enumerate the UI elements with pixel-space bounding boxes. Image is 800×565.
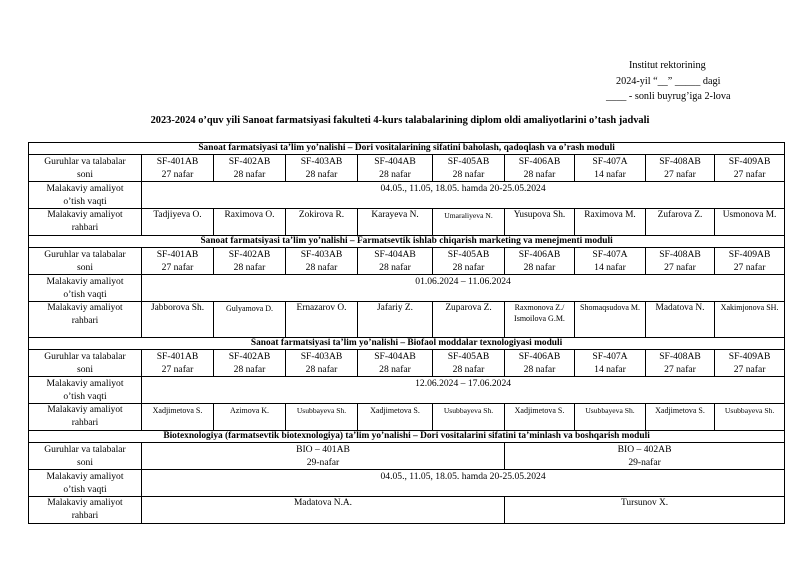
schedule-table: [28, 142, 785, 524]
period-cell: 04.05., 11.05, 18.05. hamda 20-25.05.2024: [142, 470, 785, 497]
period-cell: 01.06.2024 – 11.06.2024: [142, 275, 785, 302]
leader-cell: Usubbayeva Sh.: [575, 404, 646, 431]
document-title: 2023-2024 o’quv yili Sanoat farmatsiyasi fakulteti 4-kurs talabalarining diplom oldi amaliyotlarini o’tash jadvali: [150, 115, 650, 126]
group-cell: BIO – 402AB 29-nafar: [505, 443, 785, 470]
group-cell: SF-404AB 28 nafar: [358, 248, 433, 275]
leader-cell: Jabborova Sh.: [142, 302, 214, 338]
groups-label: Guruhlar va talabalar soni: [29, 350, 142, 377]
groups-label: Guruhlar va talabalar soni: [29, 155, 142, 182]
group-cell: SF-409AB 27 nafar: [715, 155, 785, 182]
module-header: Sanoat farmatsiyasi ta’lim yo’nalishi – Farmatsevtik ishlab chiqarish marketing va menejmenti moduli: [29, 236, 785, 248]
group-cell: SF-408AB 27 nafar: [646, 248, 715, 275]
group-cell: SF-405AB 28 nafar: [433, 350, 505, 377]
group-cell: SF-408AB 27 nafar: [646, 350, 715, 377]
leader-cell: Gulyamova D.: [214, 302, 286, 338]
group-cell: SF-403AB 28 nafar: [286, 350, 358, 377]
group-cell: SF-401AB 27 nafar: [142, 155, 214, 182]
group-cell: SF-406AB 28 nafar: [505, 350, 575, 377]
group-cell: SF-403AB 28 nafar: [286, 155, 358, 182]
group-cell: SF-407A 14 nafar: [575, 155, 646, 182]
group-cell: SF-407A 14 nafar: [575, 350, 646, 377]
group-cell: SF-409AB 27 nafar: [715, 350, 785, 377]
group-cell: SF-401AB 27 nafar: [142, 248, 214, 275]
period-cell: 04.05., 11.05, 18.05. hamda 20-25.05.2024: [142, 182, 785, 209]
group-cell: SF-405AB 28 nafar: [433, 248, 505, 275]
leader-cell: Madatova N.A.: [142, 497, 505, 524]
leader-cell: Usmonova M.: [715, 209, 785, 236]
leader-cell: Raxmonova Z./ Ismoilova G.M.: [505, 302, 575, 338]
group-cell: SF-404AB 28 nafar: [358, 155, 433, 182]
leader-cell: Xadjimetova S.: [646, 404, 715, 431]
leader-cell: Tadjiyeva O.: [142, 209, 214, 236]
leader-cell: Madatova N.: [646, 302, 715, 338]
approval-line-3: ____ - sonli buyrug’iga 2-lova: [606, 91, 731, 102]
groups-label: Guruhlar va talabalar soni: [29, 443, 142, 470]
group-cell: SF-404AB 28 nafar: [358, 350, 433, 377]
leader-cell: Zokirova R.: [286, 209, 358, 236]
leader-cell: Usubbayeva Sh.: [286, 404, 358, 431]
leader-cell: Zufarova Z.: [646, 209, 715, 236]
approval-block: [606, 58, 791, 105]
group-cell: SF-406AB 28 nafar: [505, 248, 575, 275]
approval-line-2: 2024-yil “__” _____ dagi: [616, 75, 721, 87]
module-header: Sanoat farmatsiyasi ta’lim yo’nalishi – Biofaol moddalar texnologiyasi moduli: [29, 338, 785, 350]
group-cell: SF-405AB 28 nafar: [433, 155, 505, 182]
group-cell: SF-407A 14 nafar: [575, 248, 646, 275]
group-cell: SF-403AB 28 nafar: [286, 248, 358, 275]
leaders-label: Malakaviy amaliyot rahbari: [29, 497, 142, 524]
leaders-label: Malakaviy amaliyot rahbari: [29, 404, 142, 431]
groups-label: Guruhlar va talabalar soni: [29, 248, 142, 275]
period-label: Malakaviy amaliyot o’tish vaqti: [29, 275, 142, 302]
group-cell: SF-402AB 28 nafar: [214, 155, 286, 182]
period-label: Malakaviy amaliyot o’tish vaqti: [29, 182, 142, 209]
leader-cell: Ernazarov O.: [286, 302, 358, 338]
period-label: Malakaviy amaliyot o’tish vaqti: [29, 470, 142, 497]
leaders-label: Malakaviy amaliyot rahbari: [29, 302, 142, 338]
group-cell: BIO – 401AB 29-nafar: [142, 443, 505, 470]
group-cell: SF-406AB 28 nafar: [505, 155, 575, 182]
module-header: Biotexnologiya (farmatsevtik biotexnologiya) ta’lim yo’nalishi – Dori vositalarini sifatini ta’minlash va boshqarish moduli: [29, 431, 785, 443]
group-cell: SF-402AB 28 nafar: [214, 350, 286, 377]
leader-cell: Usubbayeva Sh.: [433, 404, 505, 431]
group-cell: SF-401AB 27 nafar: [142, 350, 214, 377]
leader-cell: Shomaqsudova M.: [575, 302, 646, 338]
leader-cell: Azimova K.: [214, 404, 286, 431]
leaders-label: Malakaviy amaliyot rahbari: [29, 209, 142, 236]
leader-cell: Raximova O.: [214, 209, 286, 236]
leader-cell: Zuparova Z.: [433, 302, 505, 338]
period-cell: 12.06.2024 – 17.06.2024: [142, 377, 785, 404]
leader-cell: Xadjimetova S.: [142, 404, 214, 431]
leader-cell: Xadjimetova S.: [505, 404, 575, 431]
leader-cell: Umaraliyeva N.: [433, 209, 505, 236]
period-label: Malakaviy amaliyot o’tish vaqti: [29, 377, 142, 404]
module-header: Sanoat farmatsiyasi ta’lim yo’nalishi – Dori vositalarining sifatini baholash, qadoqlash va o’rash moduli: [29, 143, 785, 155]
leader-cell: Karayeva N.: [358, 209, 433, 236]
leader-cell: Xadjimetova S.: [358, 404, 433, 431]
approval-line-1: Institut rektorining: [629, 60, 706, 71]
leader-cell: Tursunov X.: [505, 497, 785, 524]
leader-cell: Raximova M.: [575, 209, 646, 236]
leader-cell: Yusupova Sh.: [505, 209, 575, 236]
group-cell: SF-409AB 27 nafar: [715, 248, 785, 275]
leader-cell: Usubbayeva Sh.: [715, 404, 785, 431]
leader-cell: Xakimjonova SH.: [715, 302, 785, 338]
group-cell: SF-402AB 28 nafar: [214, 248, 286, 275]
group-cell: SF-408AB 27 nafar: [646, 155, 715, 182]
leader-cell: Jafariy Z.: [358, 302, 433, 338]
